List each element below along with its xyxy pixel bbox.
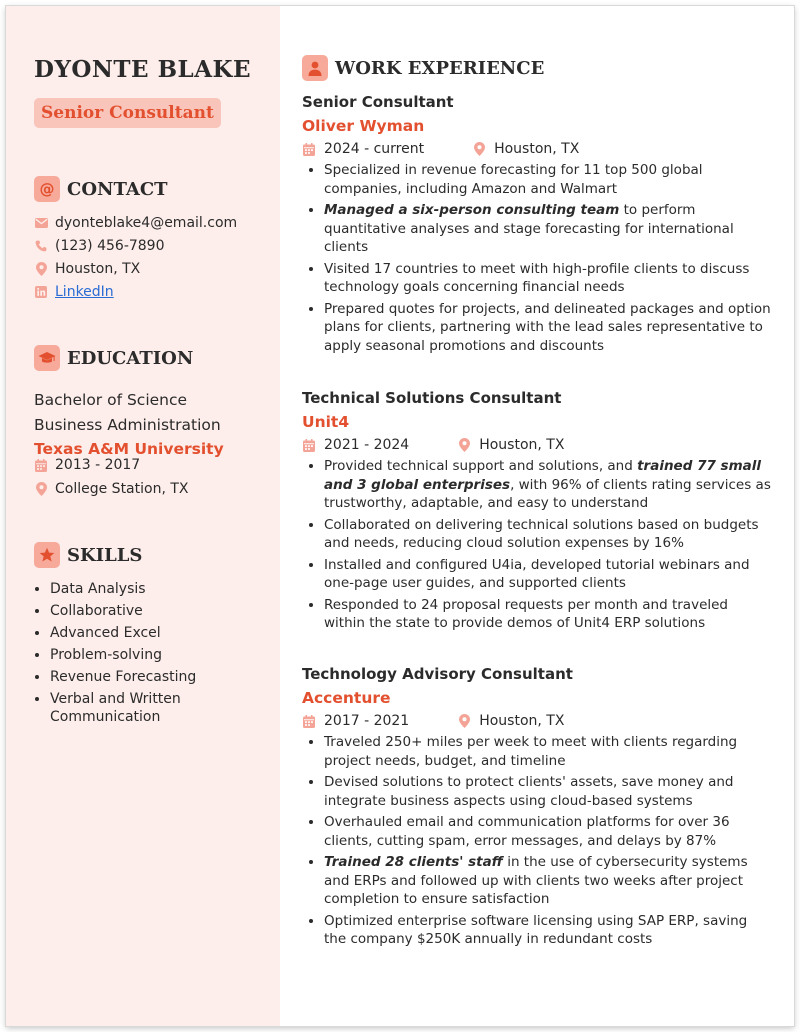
job-company: Oliver Wyman: [302, 117, 425, 135]
skills-heading: [34, 542, 142, 568]
work-experience-heading: [302, 55, 544, 81]
work-experience-heading-label: WORK EXPERIENCE: [335, 57, 545, 79]
calendar-icon: [302, 439, 316, 452]
job-title: Technology Advisory Consultant: [302, 665, 573, 683]
job-location: Houston, TX: [494, 141, 580, 157]
at-sign-icon: @: [34, 176, 60, 202]
calendar-icon: [34, 459, 48, 472]
education-location-text: College Station, TX: [55, 481, 189, 497]
job-bullets: [302, 161, 772, 355]
bullet-item: • Visited 17 countries to meet with high-profile clients to discuss technology goals concerning financial needs: [324, 260, 772, 297]
location-text: Houston, TX: [55, 261, 141, 277]
map-pin-icon: [34, 482, 48, 496]
bullet-item: • Responded to 24 proposal requests per month and traveled within the state to provide demos of Unit4 ERP solutions: [324, 596, 772, 633]
job-entry: [302, 388, 772, 636]
job-location: Houston, TX: [479, 437, 565, 453]
bullet-item: • Optimized enterprise software licensing using SAP ERP, saving the company $250K annually in redundant costs: [324, 912, 772, 949]
skill-item: • Collaborative: [50, 602, 280, 620]
star-icon: [34, 542, 60, 568]
job-company: Unit4: [302, 413, 350, 431]
person-icon: [302, 55, 328, 81]
skill-item: • Problem-solving: [50, 646, 280, 664]
skill-item: • Revenue Forecasting: [50, 668, 280, 686]
bullet-item: • Collaborated on delivering technical solutions based on budgets and needs, reducing cloud solution expenses by 16%: [324, 516, 772, 553]
job-meta: [302, 710, 772, 732]
bullet-item: • Provided technical support and solutions, and trained 77 small and 3 global enterprises, with 96% of clients rating services as trustworthy, adaptable, and easy to understand: [324, 457, 772, 513]
skill-item: • Advanced Excel: [50, 624, 280, 642]
contact-location: [34, 261, 140, 277]
bullet-item: • Trained 28 clients' staff in the use of cybersecurity systems and ERPs and followed up with clients two weeks after project completion to ensure satisfaction: [324, 853, 772, 909]
education-dates-text: 2013 - 2017: [55, 457, 141, 473]
bullet-item: • Devised solutions to protect clients' assets, save money and integrate business aspects using cloud-based systems: [324, 773, 772, 810]
education-heading: [34, 345, 193, 371]
job-meta: [302, 138, 772, 160]
resume-page: [6, 6, 794, 1026]
linkedin-link[interactable]: LinkedIn: [55, 284, 114, 300]
job-dates: 2021 - 2024: [324, 437, 410, 453]
map-pin-icon: [457, 714, 471, 728]
skill-item: • Data Analysis: [50, 580, 280, 598]
calendar-icon: [302, 715, 316, 728]
job-dates: 2024 - current: [324, 141, 425, 157]
bullet-item: • Prepared quotes for projects, and delineated packages and option plans for clients, partnering with the lead sales representative to apply seasonal promotions and discounts: [324, 300, 772, 356]
degree-text: Bachelor of Science: [34, 391, 188, 409]
education-dates: [34, 457, 140, 473]
email-text: dyonteblake4@email.com: [55, 215, 238, 231]
role-badge: Senior Consultant: [34, 98, 221, 128]
skills-list: [34, 580, 280, 730]
contact-email: [34, 215, 237, 231]
contact-heading-label: CONTACT: [67, 178, 168, 200]
map-pin-icon: [457, 438, 471, 452]
job-meta: [302, 434, 772, 456]
envelope-icon: [34, 218, 48, 228]
candidate-name: DYONTE BLAKE: [34, 56, 252, 83]
job-dates: 2017 - 2021: [324, 713, 410, 729]
job-title: Senior Consultant: [302, 93, 454, 111]
job-entry: [302, 92, 772, 358]
job-title: Technical Solutions Consultant: [302, 389, 562, 407]
map-pin-icon: [34, 262, 48, 276]
graduation-cap-icon: [34, 345, 60, 371]
education-heading-label: EDUCATION: [67, 347, 194, 369]
job-company: Accenture: [302, 689, 391, 707]
calendar-icon: [302, 143, 316, 156]
school-name: Texas A&M University: [34, 440, 224, 458]
bullet-item: • Overhauled email and communication platforms for over 36 clients, cutting spam, error messages, and delays by 87%: [324, 813, 772, 850]
linkedin-icon: [34, 286, 48, 298]
contact-phone: [34, 238, 165, 254]
job-entry: [302, 664, 772, 952]
job-bullets: [302, 733, 772, 949]
skills-heading-label: SKILLS: [67, 544, 143, 566]
phone-text: (123) 456-7890: [55, 238, 165, 254]
job-location: Houston, TX: [479, 713, 565, 729]
bullet-item: • Traveled 250+ miles per week to meet with clients regarding project needs, budget, and timeline: [324, 733, 772, 770]
phone-icon: [34, 240, 48, 252]
job-bullets: [302, 457, 772, 633]
contact-linkedin[interactable]: [34, 284, 114, 300]
bullet-item: • Specialized in revenue forecasting for 11 top 500 global companies, including Amazon and Walmart: [324, 161, 772, 198]
major-text: Business Administration: [34, 416, 221, 434]
bullet-item: • Installed and configured U4ia, developed tutorial webinars and one-page user guides, and supported clients: [324, 556, 772, 593]
contact-heading: [34, 176, 168, 202]
map-pin-icon: [472, 142, 486, 156]
bullet-item: • Managed a six-person consulting team to perform quantitative analyses and stage forecasting for international clients: [324, 201, 772, 257]
skill-item: • Verbal and Written Communication: [50, 690, 280, 726]
sidebar: [6, 6, 280, 1026]
education-location: [34, 481, 189, 497]
